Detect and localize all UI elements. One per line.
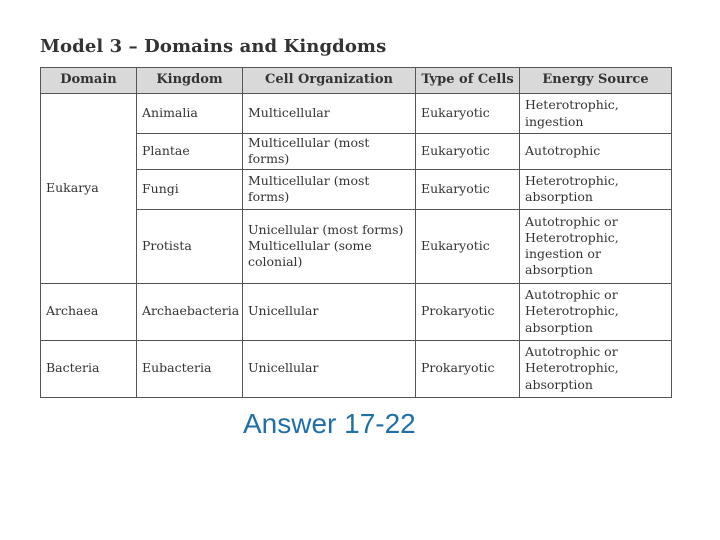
- domain-cell: Bacteria: [41, 340, 137, 397]
- cell-organization-cell: Multicellular: [243, 94, 416, 134]
- cell-organization-cell: Multicellular (most forms): [243, 169, 416, 209]
- kingdom-cell: Archaebacteria: [137, 283, 243, 340]
- cell-type-cell: Eukaryotic: [416, 209, 520, 283]
- domain-cell: Archaea: [41, 283, 137, 340]
- domains-kingdoms-table: [40, 67, 672, 398]
- table-row: [41, 340, 672, 397]
- domain-cell: Eukarya: [41, 94, 137, 284]
- kingdom-cell: Animalia: [137, 94, 243, 134]
- cell-type-cell: Eukaryotic: [416, 169, 520, 209]
- header-kingdom: Kingdom: [137, 68, 243, 94]
- kingdom-cell: Plantae: [137, 134, 243, 170]
- cell-organization-cell: Unicellular: [243, 283, 416, 340]
- page-title: Model 3 – Domains and Kingdoms: [40, 36, 387, 57]
- cell-organization-cell: Unicellular: [243, 340, 416, 397]
- kingdom-cell: Protista: [137, 209, 243, 283]
- energy-source-cell: Heterotrophic, absorption: [520, 169, 672, 209]
- table-header-row: [41, 68, 672, 94]
- table-row: [41, 283, 672, 340]
- energy-source-cell: Autotrophic or Heterotrophic, ingestion or absorption: [520, 209, 672, 283]
- energy-source-cell: Heterotrophic, ingestion: [520, 94, 672, 134]
- kingdom-cell: Fungi: [137, 169, 243, 209]
- header-cell-organization: Cell Organization: [243, 68, 416, 94]
- header-domain: Domain: [41, 68, 137, 94]
- cell-type-cell: Prokaryotic: [416, 340, 520, 397]
- energy-source-cell: Autotrophic or Heterotrophic, absorption: [520, 340, 672, 397]
- energy-source-cell: Autotrophic: [520, 134, 672, 170]
- table-row: [41, 94, 672, 134]
- cell-type-cell: Eukaryotic: [416, 94, 520, 134]
- cell-type-cell: Eukaryotic: [416, 134, 520, 170]
- kingdom-cell: Eubacteria: [137, 340, 243, 397]
- cell-organization-cell: Multicellular (most forms): [243, 134, 416, 170]
- cell-organization-cell: Unicellular (most forms) Multicellular (some colonial): [243, 209, 416, 283]
- answer-label: Answer 17-22: [243, 408, 416, 439]
- header-energy-source: Energy Source: [520, 68, 672, 94]
- header-type-of-cells: Type of Cells: [416, 68, 520, 94]
- cell-type-cell: Prokaryotic: [416, 283, 520, 340]
- energy-source-cell: Autotrophic or Heterotrophic, absorption: [520, 283, 672, 340]
